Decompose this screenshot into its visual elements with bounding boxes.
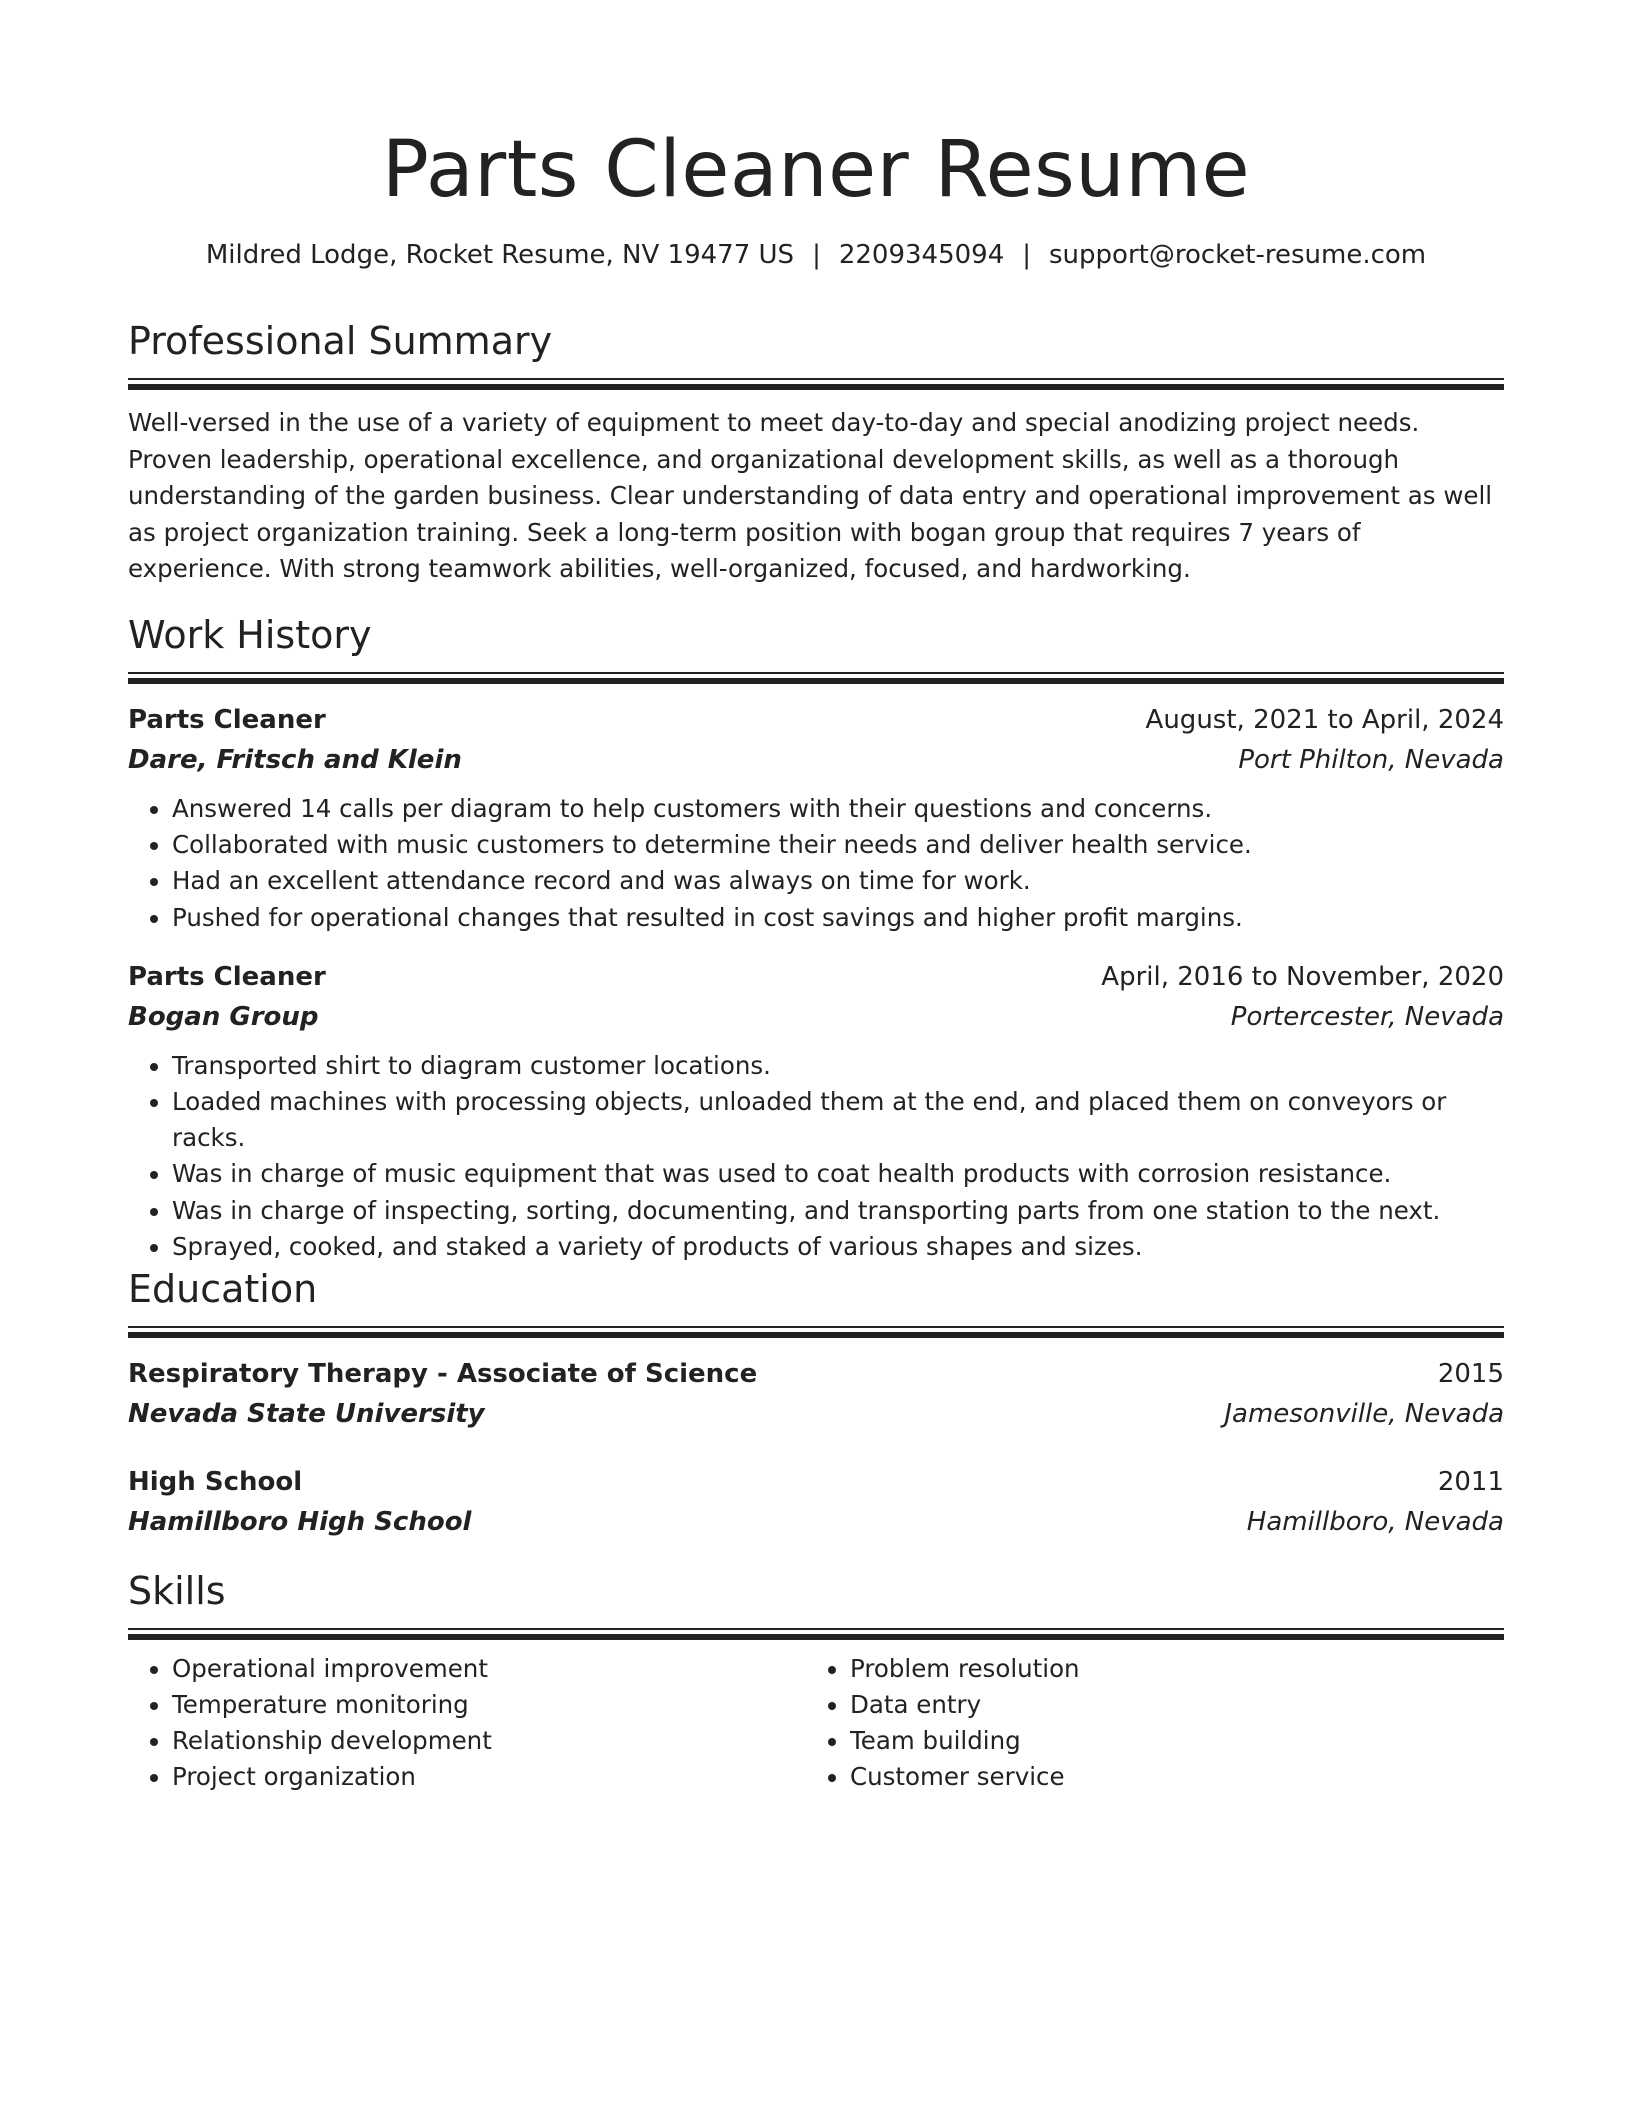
list-item: • Answered 14 calls per diagram to help customers with their questions and concerns.: [172, 791, 1504, 827]
education-entry: [128, 1463, 1504, 1541]
job-dates: August, 2021 to April, 2024: [1145, 705, 1504, 735]
section-divider: [128, 1326, 1504, 1337]
contact-email: support@rocket-resume.com: [1049, 240, 1427, 270]
list-item: • Operational improvement: [172, 1651, 806, 1687]
list-item: • Had an excellent attendance record and was always on time for work.: [172, 863, 1504, 899]
education-school: Hamillboro High School: [128, 1507, 472, 1537]
list-item: • Data entry: [850, 1687, 1484, 1723]
education-degree: High School: [128, 1467, 303, 1497]
list-item: • Pushed for operational changes that resulted in cost savings and higher profit margins.: [172, 900, 1504, 936]
section-heading-education: Education: [128, 1267, 318, 1311]
job-title: Parts Cleaner: [128, 705, 326, 735]
skills-columns: [128, 1651, 1504, 1795]
section-divider: [128, 672, 1504, 683]
education-school: Nevada State University: [128, 1399, 485, 1429]
skills-section: [128, 1568, 1504, 1795]
list-item: • Relationship development: [172, 1723, 806, 1759]
list-item: • Project organization: [172, 1759, 806, 1795]
contact-line: [128, 238, 1504, 272]
education-location: Jamesonville, Nevada: [1224, 1399, 1504, 1429]
list-item: • Problem resolution: [850, 1651, 1484, 1687]
education-year: 2011: [1437, 1467, 1504, 1497]
job-location: Portercester, Nevada: [1230, 1001, 1504, 1032]
list-item: • Team building: [850, 1723, 1484, 1759]
job-entry: [128, 701, 1504, 936]
summary-section: [128, 318, 1504, 588]
job-duties: [128, 791, 1504, 936]
contact-phone: 2209345094: [838, 240, 1005, 270]
summary-text: Well-versed in the use of a variety of equipment to meet day-to-day and special anodizing project needs. Proven leadership, operational excellence, and organizational development skills, as well as a thorough understanding of the garden business. Clear understanding of data entry and operational improvement as well as project organization training. Seek a long-term position with bogan group that requires 7 years of experience. With strong teamwork abilities, well-organized, focused, and hardworking.: [128, 408, 1493, 583]
list-item: • Sprayed, cooked, and staked a variety of products of various shapes and sizes.: [172, 1229, 1504, 1265]
education-year: 2015: [1437, 1359, 1504, 1389]
contact-separator: |: [1022, 240, 1032, 270]
education-section: [128, 1266, 1504, 1541]
list-item: • Transported shirt to diagram customer locations.: [172, 1048, 1504, 1084]
list-item: • Was in charge of music equipment that was used to coat health products with corrosion resistance.: [172, 1156, 1504, 1192]
job-location: Port Philton, Nevada: [1238, 745, 1504, 775]
section-heading-work: Work History: [128, 613, 372, 657]
list-item: • Was in charge of inspecting, sorting, documenting, and transporting parts from one station to the next.: [172, 1193, 1504, 1229]
list-item: • Temperature monitoring: [172, 1687, 806, 1723]
job-duties: [128, 1048, 1504, 1265]
job-company: Bogan Group: [128, 1001, 319, 1032]
education-degree: Respiratory Therapy - Associate of Science: [128, 1359, 758, 1389]
section-divider: [128, 1628, 1504, 1639]
section-heading-skills: Skills: [128, 1569, 226, 1613]
education-entry: [128, 1355, 1504, 1433]
job-title: Parts Cleaner: [128, 961, 326, 992]
list-item: • Loaded machines with processing objects, unloaded them at the end, and placed them on conveyors or racks.: [172, 1084, 1504, 1156]
list-item: • Customer service: [850, 1759, 1484, 1795]
job-company: Dare, Fritsch and Klein: [128, 745, 462, 775]
skills-list-left: [128, 1651, 806, 1795]
education-location: Hamillboro, Nevada: [1246, 1507, 1504, 1537]
job-dates: April, 2016 to November, 2020: [1101, 961, 1504, 992]
skills-list-right: [806, 1651, 1484, 1795]
work-section: [128, 612, 1504, 1265]
job-entry: [128, 958, 1504, 1265]
list-item: • Collaborated with music customers to determine their needs and deliver health service.: [172, 827, 1504, 863]
contact-address: Mildred Lodge, Rocket Resume, NV 19477 US: [205, 240, 795, 270]
resume-page: [128, 0, 1504, 1791]
section-heading-summary: Professional Summary: [128, 319, 553, 363]
resume-title: Parts Cleaner Resume: [381, 125, 1251, 215]
contact-separator: |: [812, 240, 821, 270]
section-divider: [128, 378, 1504, 389]
